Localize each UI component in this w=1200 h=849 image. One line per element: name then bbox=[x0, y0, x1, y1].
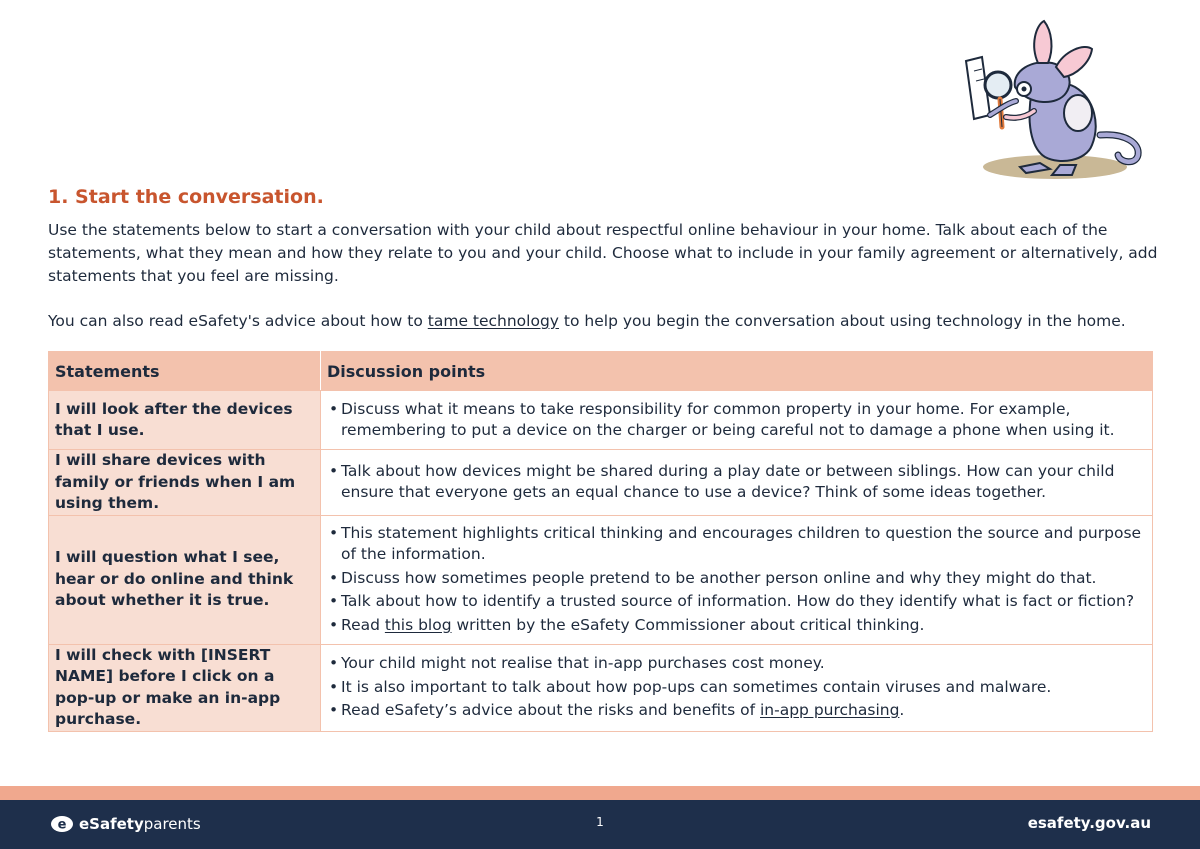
this-blog-link[interactable]: this blog bbox=[384, 615, 452, 634]
site-url[interactable]: esafety.gov.au bbox=[1027, 814, 1151, 832]
advice-text-after: to help you begin the conversation about using technology in the home. bbox=[558, 312, 1126, 330]
table-row bbox=[49, 515, 1153, 644]
in-app-purchasing-link[interactable]: in-app purchasing bbox=[760, 701, 900, 720]
discussion-point: • This statement highlights critical thinking and encourages children to question the source and purpose of the information. bbox=[327, 523, 1146, 566]
esafety-e-icon bbox=[50, 815, 74, 833]
discussion-point bbox=[327, 615, 1146, 637]
statement-cell: I will look after the devices that I use. bbox=[49, 391, 321, 450]
statement-cell: I will share devices with family or friends when I am using them. bbox=[49, 450, 321, 516]
header-statements: Statements bbox=[49, 352, 321, 391]
section-title: 1. Start the conversation. bbox=[48, 186, 324, 208]
logo-text-light: parents bbox=[143, 815, 201, 833]
discussion-point: • Your child might not realise that in-app purchases cost money. bbox=[327, 653, 1146, 675]
page-number: 1 bbox=[596, 815, 604, 829]
discussion-point: • Talk about how devices might be shared during a play date or between siblings. How can your child ensure that everyone gets an equal chance to use a device? Think of some ideas together. bbox=[327, 461, 1146, 504]
statement-cell: I will question what I see, hear or do online and think about whether it is true. bbox=[49, 515, 321, 644]
discussion-cell bbox=[321, 391, 1153, 450]
mascot-magnifier-illustration bbox=[960, 15, 1150, 185]
advice-text-before: You can also read eSafety's advice about how to bbox=[48, 312, 428, 330]
header-discussion-points: Discussion points bbox=[321, 352, 1153, 391]
intro-paragraph: Use the statements below to start a conversation with your child about respectful online behaviour in your home. Talk about each of the statements, what they mean and how they relate to you and your child. Choose what to include in your family agreement or alternatively, add statements that you feel are missing. bbox=[48, 221, 1158, 285]
point-text-before: Read bbox=[341, 615, 385, 634]
logo-text-bold: eSafety bbox=[79, 815, 144, 833]
discussion-cell bbox=[321, 515, 1153, 644]
statement-cell: I will check with [INSERT NAME] before I click on a pop-up or make an in-app purchase. bbox=[49, 644, 321, 731]
point-text-after: written by the eSafety Commissioner about critical thinking. bbox=[451, 615, 925, 634]
page-footer bbox=[0, 800, 1200, 849]
table-row bbox=[49, 450, 1153, 516]
discussion-point: • Discuss how sometimes people pretend to be another person online and why they might do that. bbox=[327, 568, 1146, 590]
tame-technology-link[interactable]: tame technology bbox=[427, 312, 559, 330]
svg-text:e: e bbox=[57, 817, 67, 833]
discussion-point: • Discuss what it means to take responsibility for common property in your home. For example, remembering to put a device on the charger or being careful not to damage a phone when using it. bbox=[327, 399, 1146, 442]
discussion-cell bbox=[321, 450, 1153, 516]
discussion-point bbox=[327, 700, 1146, 722]
table-row bbox=[49, 644, 1153, 731]
table-header-row bbox=[49, 352, 1153, 391]
discussion-cell bbox=[321, 644, 1153, 731]
point-text-before: Read eSafety’s advice about the risks and benefits of bbox=[341, 701, 760, 720]
point-text-after: . bbox=[899, 701, 905, 720]
discussion-point: • Talk about how to identify a trusted source of information. How do they identify what is fact or fiction? bbox=[327, 591, 1146, 613]
advice-paragraph bbox=[48, 310, 1158, 333]
table-row bbox=[49, 391, 1153, 450]
esafety-parents-logo[interactable] bbox=[50, 813, 201, 835]
discussion-point: • It is also important to talk about how pop-ups can sometimes contain viruses and malware. bbox=[327, 677, 1146, 699]
footer-stripe bbox=[0, 786, 1200, 800]
agreement-table bbox=[48, 351, 1153, 732]
